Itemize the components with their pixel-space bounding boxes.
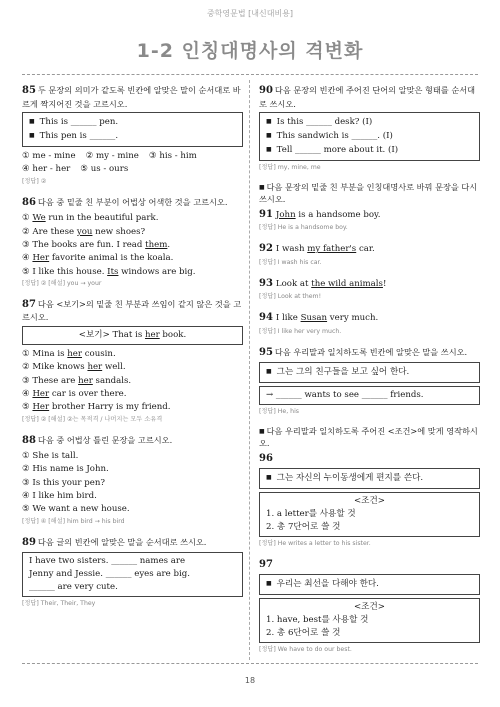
option[interactable]: ② His name is John. bbox=[22, 464, 109, 475]
question-number: 90 bbox=[259, 85, 273, 96]
question-92: 92 I wash my father's car. [정답] I wash his car. bbox=[259, 242, 480, 267]
question-number: 92 bbox=[259, 243, 273, 255]
option[interactable]: ② my - mine bbox=[85, 151, 139, 162]
example-line: ■ Is this ______ desk? (I) bbox=[266, 116, 473, 129]
question-number: 86 bbox=[22, 196, 36, 208]
option[interactable]: ① Mina is her cousin. bbox=[22, 349, 116, 360]
option[interactable]: ⑤ us - ours bbox=[80, 164, 129, 175]
question-text: 다음 <보기>의 밑줄 친 부분과 쓰임이 같지 않은 것을 고르시오. bbox=[22, 298, 242, 323]
question-88 bbox=[22, 434, 243, 527]
example-box bbox=[22, 112, 243, 147]
instruction: ■ 다음 우리말과 일치하도록 주어진 <조건>에 맞게 영작하시오. bbox=[259, 426, 480, 450]
top-divider bbox=[22, 74, 478, 75]
fill-in-box: → ______ wants to see ______ friends. bbox=[259, 386, 480, 405]
answer-key: [정답] He is a handsome boy. bbox=[259, 224, 348, 232]
answer-key: [정답] ④ [해설] him bird → his bird bbox=[22, 517, 125, 525]
page-number: 18 bbox=[244, 676, 256, 685]
option[interactable]: ① She is tall. bbox=[22, 451, 79, 462]
condition-box bbox=[259, 598, 480, 643]
example-line: ■ This sandwich is ______. (I) bbox=[266, 130, 473, 143]
question-number: 93 bbox=[259, 277, 273, 289]
option[interactable]: ④ Her favorite animal is the koala. bbox=[22, 253, 174, 264]
header-subtitle: 중학영문법 [내신대비용] bbox=[206, 9, 294, 18]
korean-prompt-box: ■ 우리는 최선을 다해야 한다. bbox=[259, 574, 480, 595]
question-text: 다음 중 밑줄 친 부분이 어법상 어색한 것을 고르시오. bbox=[37, 196, 228, 207]
options bbox=[22, 212, 243, 279]
answer-key: [정답] I like her very much. bbox=[259, 327, 342, 335]
answer-key: [정답] He writes a letter to his sister. bbox=[259, 539, 371, 547]
question-number: 94 bbox=[259, 312, 273, 324]
question-number: 89 bbox=[22, 536, 36, 548]
question-97 bbox=[259, 558, 480, 655]
option[interactable]: ④ her - her bbox=[22, 164, 71, 175]
answer-key: [정답] Look at them! bbox=[259, 293, 322, 301]
question-number: 87 bbox=[22, 298, 36, 310]
question-text: 다음 문장의 빈칸에 주어진 단어의 알맞은 형태를 순서대로 쓰시오. bbox=[259, 85, 476, 109]
question-number: 95 bbox=[259, 346, 273, 358]
bottom-divider bbox=[22, 663, 478, 664]
answer-key: [정답] Their, Their, They bbox=[22, 599, 96, 607]
answer-key: [정답] I wash his car. bbox=[259, 258, 322, 266]
right-column bbox=[259, 84, 480, 664]
question-96 bbox=[259, 452, 480, 549]
condition: 1. have, best를 사용할 것 bbox=[266, 615, 369, 626]
option[interactable]: ① me - mine bbox=[22, 151, 76, 162]
question-94: 94 I like Susan very much. [정답] I like her very much. bbox=[259, 311, 480, 336]
condition-box bbox=[259, 492, 480, 537]
options bbox=[22, 450, 243, 517]
example-line: <보기> That is her book. bbox=[78, 330, 187, 341]
question-87 bbox=[22, 298, 243, 425]
example-line: ■ This is ______ pen. bbox=[29, 116, 236, 129]
options bbox=[22, 150, 243, 177]
question-number: 85 bbox=[22, 85, 36, 96]
question-text: 다음 글의 빈칸에 알맞은 말을 순서대로 쓰시오. bbox=[37, 536, 207, 547]
option[interactable]: ④ I like him bird. bbox=[22, 491, 97, 502]
option[interactable]: ⑤ I like this house. Its windows are big. bbox=[22, 266, 196, 277]
option[interactable]: ② Are these you new shoes? bbox=[22, 226, 146, 237]
answer-key: [정답] my, mine, me bbox=[259, 164, 321, 172]
passage-line: ______ are very cute. bbox=[29, 581, 118, 592]
question-text: 두 문장의 의미가 같도록 빈칸에 알맞은 말이 순서대로 바르게 짝지어진 것을 고르시오. bbox=[22, 85, 241, 109]
option[interactable]: ② Mike knows her well. bbox=[22, 362, 126, 373]
question-85 bbox=[22, 84, 243, 187]
options bbox=[22, 348, 243, 415]
left-column bbox=[22, 84, 243, 618]
question-text: 다음 우리말과 일치하도록 빈칸에 알맞은 말을 쓰시오. bbox=[274, 346, 468, 357]
example-line: ■ This pen is ______. bbox=[29, 130, 236, 143]
condition: 2. 총 6단어로 쓸 것 bbox=[266, 628, 341, 639]
option[interactable]: ③ his - him bbox=[148, 151, 197, 162]
answer-key: [정답] ② bbox=[22, 177, 47, 185]
passage-box bbox=[22, 552, 243, 597]
question-text: 다음 중 어법상 틀린 문장을 고르시오. bbox=[37, 434, 173, 445]
passage-line: Jenny and Jessie. ______ eyes are big. bbox=[29, 569, 190, 580]
question-number: 96 bbox=[259, 452, 273, 464]
question-number: 91 bbox=[259, 208, 273, 220]
option[interactable]: ① We run in the beautiful park. bbox=[22, 213, 159, 224]
question-86 bbox=[22, 196, 243, 289]
example-line: ■ Tell ______ more about it. (I) bbox=[266, 144, 473, 157]
option[interactable]: ⑤ We want a new house. bbox=[22, 504, 130, 515]
option[interactable]: ③ Is this your pen? bbox=[22, 477, 105, 488]
question-90 bbox=[259, 84, 480, 173]
question-number: 97 bbox=[259, 558, 273, 570]
column-divider bbox=[249, 80, 250, 660]
condition-title: <조건> bbox=[353, 602, 385, 613]
question-93: 93 Look at the wild animals! [정답] Look at them! bbox=[259, 277, 480, 302]
condition: 2. 총 7단어로 쓸 것 bbox=[266, 521, 341, 532]
option[interactable]: ③ The books are fun. I read them. bbox=[22, 239, 171, 250]
answer-key: [정답] We have to do our best. bbox=[259, 645, 352, 653]
passage-line: I have two sisters. ______ names are bbox=[29, 556, 186, 567]
answer-key: [정답] ② [해설] ②는 목적격 / 나머지는 모두 소유격 bbox=[22, 415, 163, 423]
condition-title: <조건> bbox=[353, 496, 385, 507]
condition: 1. a letter를 사용할 것 bbox=[266, 509, 356, 520]
korean-prompt-box: ■ 그는 그의 친구들을 보고 싶어 한다. bbox=[259, 362, 480, 383]
example-box bbox=[259, 112, 480, 161]
question-number: 88 bbox=[22, 434, 36, 446]
example-box bbox=[22, 326, 243, 345]
option[interactable]: ⑤ Her brother Harry is my friend. bbox=[22, 402, 171, 413]
answer-key: [정답] He, his bbox=[259, 408, 300, 416]
question-91: 91 John is a handsome boy. [정답] He is a handsome boy. bbox=[259, 208, 480, 233]
instruction: ■ 다음 문장의 밑줄 친 부분을 인칭대명사로 바꿔 문장을 다시 쓰시오. bbox=[259, 182, 480, 206]
question-89 bbox=[22, 536, 243, 609]
answer-key: [정답] ② [해설] you → your bbox=[22, 279, 102, 287]
page-title: 1-2 인칭대명사의 격변화 bbox=[136, 40, 364, 62]
question-95 bbox=[259, 346, 480, 417]
option[interactable]: ④ Her car is over there. bbox=[22, 389, 127, 400]
korean-prompt-box: ■ 그는 자신의 누이동생에게 편지를 쓴다. bbox=[259, 468, 480, 489]
option[interactable]: ③ These are her sandals. bbox=[22, 375, 132, 386]
